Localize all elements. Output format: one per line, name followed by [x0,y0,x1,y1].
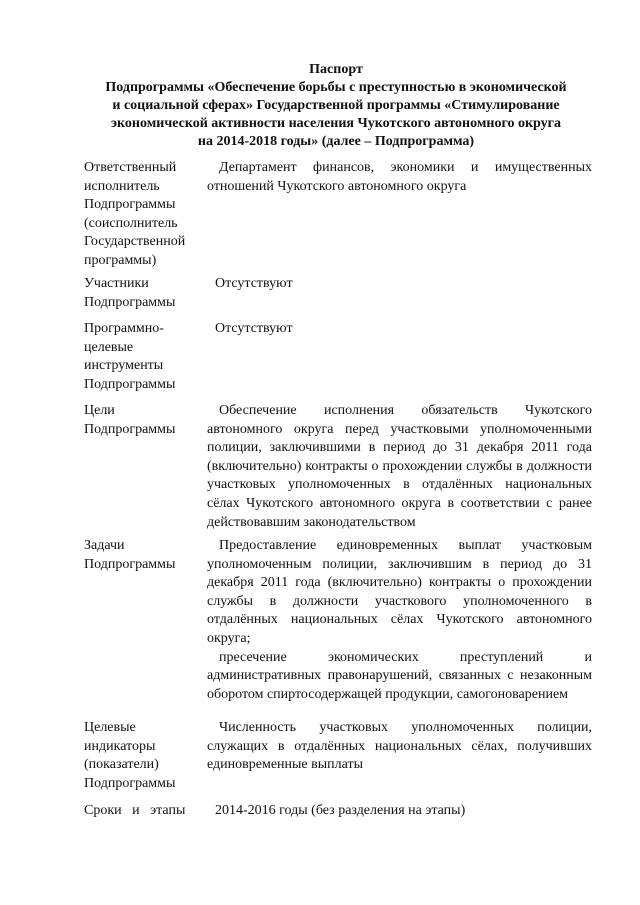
row-label-line: Участники [84,276,149,291]
row-value-paragraph: Отсутствуют [215,321,293,336]
row-value [207,719,592,775]
row-label-line: инструменты [84,358,164,374]
row-label-line: Подпрограммы [84,775,176,791]
row-value-paragraph: Обеспечение исполнения обязательств Чукотского автономного округа перед участковыми уполномоченными полиции, заключившими в период до 31 декабря 2011 года (включительно) контракты о прохождении службы в должности участковых уполномоченных в отдалённых национальных сёлах Чукотского автономного округа в соответствии с ранее действовавшим законодательством [207,403,592,530]
row-value-paragraph: Отсутствуют [215,276,293,291]
title-line: Паспорт [309,62,363,77]
row-value-paragraph: Предоставление единовременных выплат участковым уполномоченным полиции, заключившим в период до 31 декабря 2011 года (включительно) контракты о прохождении службы в должности участкового уполномоченного в отдалённых национальных сёлах Чукотского автономного округа; [207,538,592,646]
row-value [207,320,592,339]
row-value [207,802,592,821]
passport-title [80,61,592,151]
row-label [84,402,199,439]
row-label-line: Программно- [84,321,164,336]
row-label-line: Подпрограммы [84,421,176,437]
row-label-line: Подпрограммы [84,294,176,310]
row-value-paragraph: пресечение экономических преступлений и административных правонарушений, связанных с незаконным оборотом спиртосодержащей продукции, самогоноварением [207,649,592,702]
row-value-paragraph: Численность участковых уполномоченных полиции, служащих в отдалённых национальных сёлах, получивших единовременные выплаты [207,720,592,773]
title-line: экономической активности населения Чукотского автономного округа [111,116,561,131]
row-label [84,275,199,312]
row-label [84,159,199,271]
row-label [84,320,199,394]
row-label-line: Сроки и этапы [84,803,186,818]
row-label-line: Ответственный [84,160,177,175]
row-label-line: Подпрограммы [84,197,176,213]
title-line: на 2014-2018 годы» (далее – Подпрограмма) [197,134,475,149]
title-line: и социальной сферах» Государственной программы «Стимулирование [112,98,560,113]
row-value-paragraph: Департамент финансов, экономики и имущественных отношений Чукотского автономного округа [207,160,592,194]
row-label-line: (показатели) [84,757,159,773]
row-label-line: Подпрограммы [84,376,176,392]
row-value-paragraph: 2014-2016 годы (без разделения на этапы) [215,803,466,818]
row-label-line: целевые [84,339,134,355]
row-label-line: Задачи [84,538,125,553]
row-label-line: Целевые [84,720,136,735]
row-label-line: исполнитель [84,178,160,194]
row-label-line: Государственной [84,234,186,250]
row-label-line: программы) [84,252,157,268]
row-label-line: Подпрограммы [84,556,176,572]
row-label-line: (соисполнитель [84,215,178,231]
row-label [84,802,199,821]
row-label [84,537,199,574]
row-value [207,159,592,196]
row-value [207,402,592,532]
row-label-line: Цели [84,403,115,418]
row-label [84,719,199,793]
row-value [207,275,592,294]
title-line: Подпрограммы «Обеспечение борьбы с преступностью в экономической [105,80,567,95]
row-label-line: индикаторы [84,738,156,754]
row-value [207,537,592,704]
